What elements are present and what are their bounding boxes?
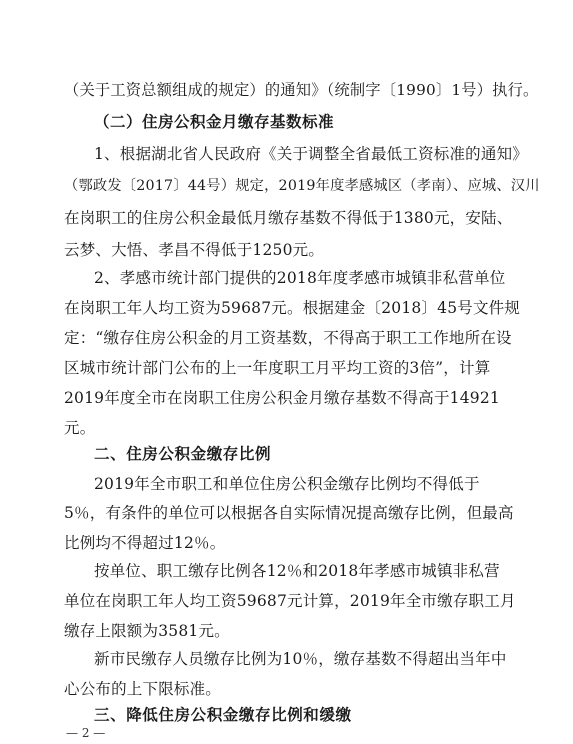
- body-text-line: 5％，有条件的单位可以根据各自实际情况提高缴存比例，但最高: [64, 504, 514, 522]
- body-text-line: （鄂政发〔2017〕44号）规定，2019年度孝感城区（孝南）、应城、汉川: [64, 178, 540, 194]
- section-heading: 二、住房公积金缴存比例: [94, 445, 272, 463]
- body-text-line: 2019年度全市在岗职工住房公积金月缴存基数不得高于14921: [64, 389, 500, 407]
- body-text-line: 缴存上限额为3581元。: [64, 622, 230, 640]
- body-text-line: 1、根据湖北省人民政府《关于调整全省最低工资标准的通知》: [94, 145, 528, 163]
- subsection-heading: （二）住房公积金月缴存基数标准: [94, 112, 335, 131]
- section-heading: 三、降低住房公积金缴存比例和缓缴: [94, 706, 352, 724]
- body-text-line: （关于工资总额组成的规定）的通知》（统制字〔1990〕1号）执行。: [64, 81, 539, 99]
- body-text-line: 定：“缴存住房公积金的月工资基数，不得高于职工工作地所在设: [64, 329, 512, 347]
- body-text-line: 按单位、职工缴存比例各12％和2018年孝感市城镇非私营: [94, 562, 500, 580]
- page-number: — 2 —: [66, 726, 106, 740]
- body-text-line: 2019年全市职工和单位住房公积金缴存比例均不得低于: [94, 475, 480, 493]
- body-text-line: 新市民缴存人员缴存比例为10％，缴存基数不得超出当年中: [94, 650, 507, 668]
- body-text-line: 元。: [64, 419, 96, 437]
- body-text-line: 比例均不得超过12％。: [64, 534, 226, 552]
- body-text-line: 单位在岗职工年人均工资59687元计算，2019年全市缴存职工月: [64, 592, 516, 610]
- body-text-line: 云梦、大悟、孝昌不得低于1250元。: [64, 241, 325, 259]
- body-text-line: 在岗职工的住房公积金最低月缴存基数不得低于1380元，安陆、: [64, 209, 513, 227]
- body-text-line: 2、孝感市统计部门提供的2018年度孝感市城镇非私营单位: [94, 269, 506, 287]
- body-text-line: 区城市统计部门公布的上一年度职工月平均工资的3倍”，计算: [64, 359, 491, 377]
- body-text-line: 心公布的上下限标准。: [64, 680, 222, 698]
- body-text-line: 在岗职工年人均工资为59687元。根据建金〔2018〕45号文件规: [64, 299, 521, 317]
